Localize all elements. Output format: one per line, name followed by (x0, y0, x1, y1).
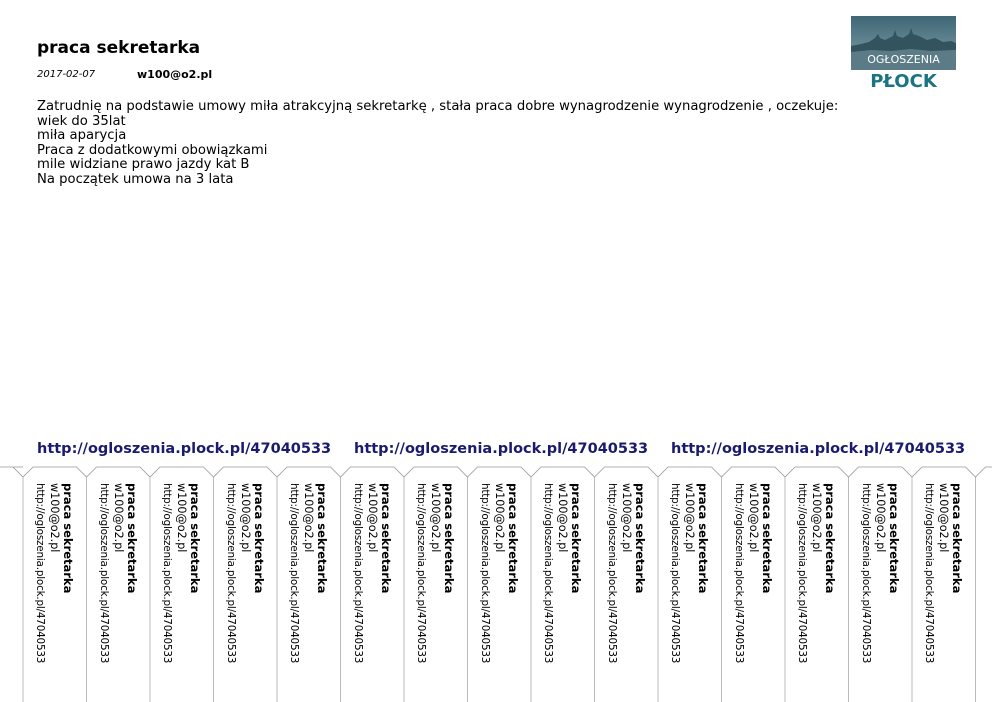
tearoff-url: http://ogloszenia.plock.pl/47040533 (478, 483, 491, 664)
tearoff-title: praca sekretarka (378, 483, 393, 594)
tearoff-tab-text (269, 483, 329, 688)
tearoff-url: http://ogloszenia.plock.pl/47040533 (415, 483, 427, 664)
tearoff-email: w100@o2.pl (111, 483, 125, 553)
tearoff-url: http://ogloszenia.plock.pl/47040533 (224, 483, 237, 664)
tearoff-email: w100@o2.pl (175, 483, 188, 553)
tearoff-title: praca sekretarka (632, 483, 647, 594)
tearoff-email: w100@o2.pl (238, 483, 252, 553)
tearoff-tab-text (79, 483, 139, 688)
ad-description (37, 100, 838, 188)
tearoff-tab[interactable] (789, 483, 849, 688)
tearoff-email: w100@o2.pl (302, 483, 315, 553)
tearoff-email: w100@o2.pl (365, 483, 379, 553)
tearoff-tab-text (142, 483, 202, 688)
tearoff-url: http://ogloszenia.plock.pl/47040533 (732, 483, 745, 664)
tearoff-url: http://ogloszenia.plock.pl/47040533 (605, 483, 618, 664)
tearoff-title: praca sekretarka (442, 483, 456, 594)
tearoff-title: praca sekretarka (251, 483, 266, 594)
tearoff-tab-text (650, 483, 710, 688)
tearoff-email: w100@o2.pl (873, 483, 887, 553)
tearoff-email: w100@o2.pl (429, 483, 442, 553)
logo-city-text: PŁOCK (870, 71, 937, 92)
tearoff-tab-text (523, 483, 583, 688)
tearoff-email: w100@o2.pl (937, 483, 950, 553)
ad-date: 2017-02-07 (37, 69, 96, 80)
description-line: Praca z dodatkowymi obowiązkami (37, 142, 268, 158)
logo-top-text: OGŁOSZENIA (867, 53, 940, 66)
tearoff-url: http://ogloszenia.plock.pl/47040533 (796, 483, 808, 664)
tearoff-url: http://ogloszenia.plock.pl/47040533 (542, 483, 554, 664)
tearoff-url: http://ogloszenia.plock.pl/47040533 (923, 483, 935, 664)
tearoff-title: praca sekretarka (823, 483, 837, 594)
tearoff-email: w100@o2.pl (556, 483, 569, 553)
tearoff-tab-text (777, 483, 837, 688)
tearoff-tab[interactable] (662, 483, 722, 688)
tearoff-tab-text (333, 483, 393, 688)
tearoff-url: http://ogloszenia.plock.pl/47040533 (161, 483, 173, 664)
tearoff-tab-text (714, 483, 774, 688)
tearoff-tab[interactable] (535, 483, 595, 688)
tearoff-url: http://ogloszenia.plock.pl/47040533 (34, 483, 46, 664)
tearoff-top-cut-line (0, 467, 992, 477)
tearoff-tab-text (206, 483, 266, 688)
tearoff-tab-text (841, 483, 901, 688)
tearoff-tab-text (587, 483, 647, 688)
tearoff-email: w100@o2.pl (619, 483, 633, 553)
description-line: wiek do 35lat (37, 113, 126, 129)
tearoff-title: praca sekretarka (950, 483, 964, 594)
tearoff-title: praca sekretarka (886, 483, 901, 594)
tearoff-tab-text (15, 483, 75, 688)
tearoff-url: http://ogloszenia.plock.pl/47040533 (351, 483, 364, 664)
tearoff-email: w100@o2.pl (746, 483, 760, 553)
tearoff-url: http://ogloszenia.plock.pl/47040533 (669, 483, 681, 664)
tearoff-tab[interactable] (154, 483, 214, 688)
tearoff-email: w100@o2.pl (48, 483, 61, 553)
ad-url-heading[interactable]: http://ogloszenia.plock.pl/47040533 (37, 441, 332, 457)
tearoff-title: praca sekretarka (759, 483, 774, 594)
tearoff-title: praca sekretarka (61, 483, 75, 594)
tearoff-tab-text (904, 483, 964, 688)
ad-url-heading[interactable]: http://ogloszenia.plock.pl/47040533 (671, 441, 966, 457)
tearoff-title: praca sekretarka (696, 483, 710, 594)
tearoff-title: praca sekretarka (188, 483, 202, 594)
tearoff-url: http://ogloszenia.plock.pl/47040533 (97, 483, 110, 664)
description-line: miła aparycja (37, 128, 127, 144)
tearoff-email: w100@o2.pl (492, 483, 506, 553)
tearoff-tab[interactable] (281, 483, 341, 688)
tearoff-url: http://ogloszenia.plock.pl/47040533 (859, 483, 872, 664)
tearoff-title: praca sekretarka (315, 483, 329, 594)
tearoff-tab[interactable] (916, 483, 976, 688)
description-line: Na początek umowa na 3 lata (37, 171, 234, 187)
tearoff-title: praca sekretarka (569, 483, 583, 594)
ad-title: praca sekretarka (37, 38, 201, 58)
tearoff-tab[interactable] (27, 483, 87, 688)
tearoff-url: http://ogloszenia.plock.pl/47040533 (288, 483, 300, 664)
tearoff-title: praca sekretarka (124, 483, 139, 594)
tearoff-tab-text (396, 483, 456, 688)
description-line: mile widziane prawo jazdy kat B (37, 157, 250, 173)
ad-url-heading[interactable]: http://ogloszenia.plock.pl/47040533 (354, 441, 649, 457)
tearoff-email: w100@o2.pl (810, 483, 823, 553)
tearoff-tab-text (460, 483, 520, 688)
tearoff-email: w100@o2.pl (683, 483, 696, 553)
tearoff-title: praca sekretarka (505, 483, 520, 594)
ad-email: w100@o2.pl (137, 68, 213, 81)
site-logo (851, 16, 956, 92)
description-line: Zatrudnię na podstawie umowy miła atrakcyjną sekretarkę , stała praca dobre wynagrodzenie wynagrodzenie , oczekuje: (37, 99, 839, 114)
tearoff-tab[interactable] (408, 483, 468, 688)
